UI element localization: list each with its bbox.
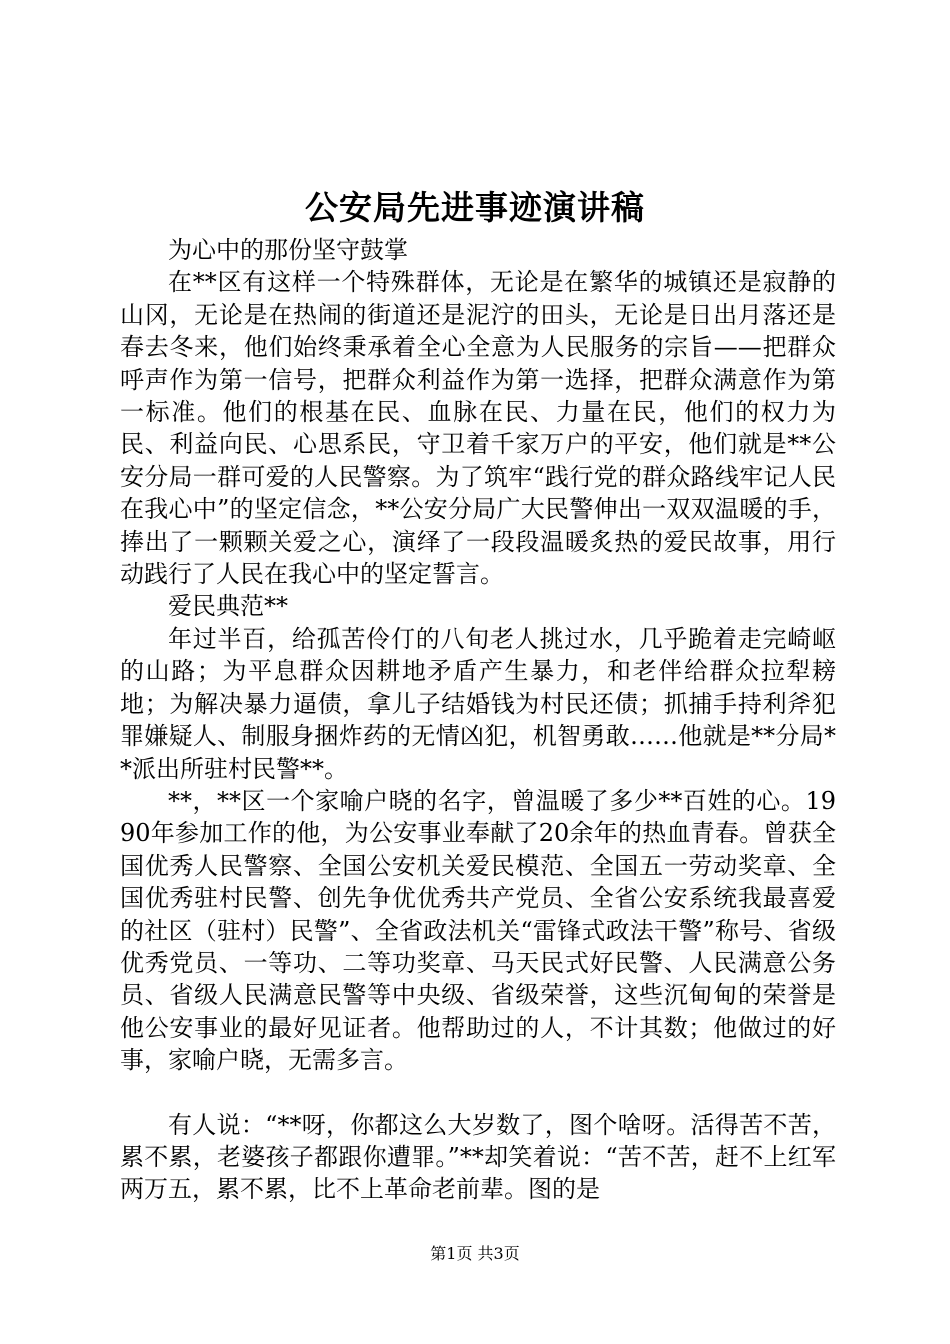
paragraph-heading: 爱民典范** xyxy=(168,592,288,621)
paragraph-honors: **，**区一个家喻户晓的名字，曾温暖了多少**百姓的心。1990年参加工作的他，为公安事业奉献了20余年的热血青春。曾获全国优秀人民警察、全国公安机关爱民模范、全国五一劳动奖章、全国优秀驻村民警、创先争优优秀共产党员、全省公安系统我最喜爱的社区（驻村）民警”、全省政法机关“雷锋式政法干警”称号、省级优秀党员、一等功、二等功奖章、马天民式好民警、人民满意公务员、省级人民满意民警等中央级、省级荣誉，这些沉甸甸的荣誉是他公安事业的最好见证者。他帮助过的人，不计其数；他做过的好事，家喻户晓，无需多言。 xyxy=(120,786,836,1075)
document-body xyxy=(120,234,836,1206)
paragraph-deeds: 年过半百，给孤苦伶仃的八旬老人挑过水，几乎跪着走完崎岖的山路；为平息群众因耕地矛盾产生暴力，和老伴给群众拉犁耪地；为解决暴力逼债，拿儿子结婚钱为村民还债；抓捕手持利斧犯罪嫌疑人、制服身捆炸药的无情凶犯，机智勇敢……他就是**分局**派出所驻村民警**。 xyxy=(120,624,836,783)
page-number: 第1页 共3页 xyxy=(430,1244,520,1263)
paragraph-subtitle: 为心中的那份坚守鼓掌 xyxy=(168,236,408,264)
paragraph-intro: 在**区有这样一个特殊群体，无论是在繁华的城镇还是寂静的山冈，无论是在热闹的街道还是泥泞的田头，无论是日出月落还是春去冬来，他们始终秉承着全心全意为人民服务的宗旨——把群众呼声作为第一信号，把群众利益作为第一选择，把群众满意作为第一标准。他们的根基在民、血脉在民、力量在民，他们的权力为民、利益向民、心思系民，守卫着千家万户的平安，他们就是**公安分局一群可爱的人民警察。为了筑牢“践行党的群众路线牢记人民在我心中”的坚定信念，**公安分局广大民警伸出一双双温暖的手，捧出了一颗颗关爱之心，演绎了一段段温暖炙热的爱民故事，用行动践行了人民在我心中的坚定誓言。 xyxy=(120,268,836,589)
paragraph-quote: 有人说：“**呀，你都这么大岁数了，图个啥呀。活得苦不苦，累不累，老婆孩子都跟你遭罪。”**却笑着说：“苦不苦，赶不上红军两万五，累不累，比不上革命老前辈。图的是 xyxy=(120,1110,836,1204)
document-title: 公安局先进事迹演讲稿 xyxy=(305,188,645,227)
